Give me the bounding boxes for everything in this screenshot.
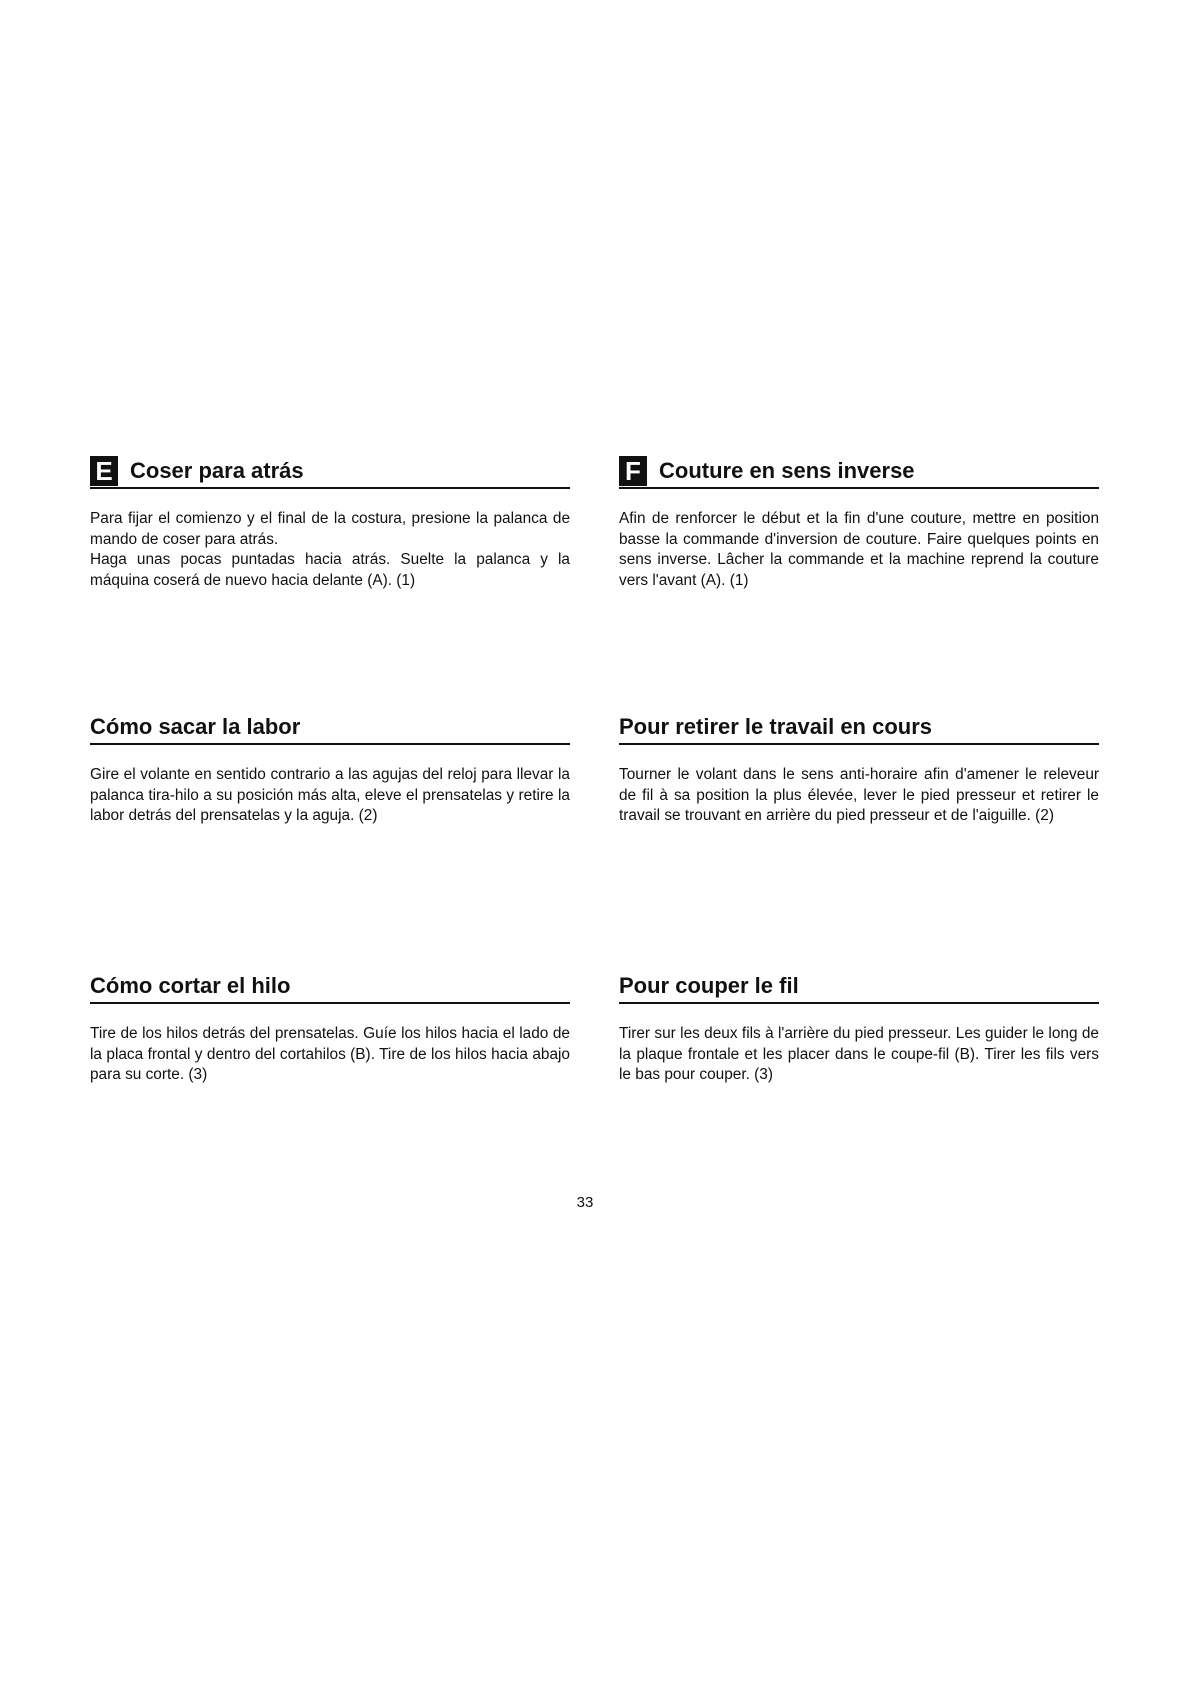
- section-title: Cómo cortar el hilo: [90, 973, 291, 998]
- paragraph: Tire de los hilos detrás del prensatelas. Guíe los hilos hacia el lado de la placa frontal y dentro del cortahilos (B). Tire de los hilos hacia abajo para su corte. (3): [90, 1025, 570, 1084]
- paragraph: Tourner le volant dans le sens anti-horaire afin d'amener le releveur de fil à sa position la plus élevée, lever le pied presseur et retirer le travail se trouvant en arrière du pied presseur et de l'aiguille. (2): [619, 766, 1099, 825]
- language-badge-e: E: [90, 456, 118, 486]
- section-title: Coser para atrás: [130, 458, 304, 483]
- es-heading-reverse-sewing: [90, 452, 570, 489]
- section-body: [90, 509, 570, 592]
- fr-heading-reverse-sewing: [619, 452, 1099, 489]
- es-section-reverse-sewing: [90, 452, 570, 592]
- section-body: [90, 1024, 570, 1086]
- fr-section-remove-work: [619, 708, 1099, 827]
- language-badge-f: F: [619, 456, 647, 486]
- section-body: [619, 765, 1099, 827]
- es-heading-cut-thread: [90, 967, 570, 1004]
- section-title: Pour retirer le travail en cours: [619, 714, 933, 739]
- section-body: [619, 1024, 1099, 1086]
- page-number: 33: [576, 1194, 594, 1211]
- fr-section-cut-thread: [619, 967, 1099, 1086]
- fr-heading-remove-work: [619, 708, 1099, 745]
- es-section-cut-thread: [90, 967, 570, 1086]
- es-heading-remove-work: [90, 708, 570, 745]
- section-title: Cómo sacar la labor: [90, 714, 301, 739]
- section-title: Couture en sens inverse: [659, 458, 915, 483]
- section-body: [90, 765, 570, 827]
- paragraph: Haga unas pocas puntadas hacia atrás. Suelte la palanca y la máquina coserá de nuevo hacia delante (A). (1): [90, 551, 570, 590]
- section-title: Pour couper le fil: [619, 973, 799, 998]
- paragraph: Tirer sur les deux fils à l'arrière du pied presseur. Les guider le long de la plaque frontale et les placer dans le coupe-fil (B). Tirer les fils vers le bas pour couper. (3): [619, 1025, 1099, 1084]
- es-section-remove-work: [90, 708, 570, 827]
- paragraph: Gire el volante en sentido contrario a las agujas del reloj para llevar la palanca tira-hilo a su posición más alta, eleve el prensatelas y retire la labor detrás del prensatelas y la aguja. (2): [90, 766, 570, 825]
- section-body: [619, 509, 1099, 592]
- fr-section-reverse-sewing: [619, 452, 1099, 592]
- paragraph: Afin de renforcer le début et la fin d'une couture, mettre en position basse la commande d'inversion de couture. Faire quelques points en sens inverse. Lâcher la commande et la machine reprend la couture vers l'avant (A). (1): [619, 510, 1099, 590]
- fr-heading-cut-thread: [619, 967, 1099, 1004]
- paragraph: Para fijar el comienzo y el final de la costura, presione la palanca de mando de coser para atrás.: [90, 510, 570, 548]
